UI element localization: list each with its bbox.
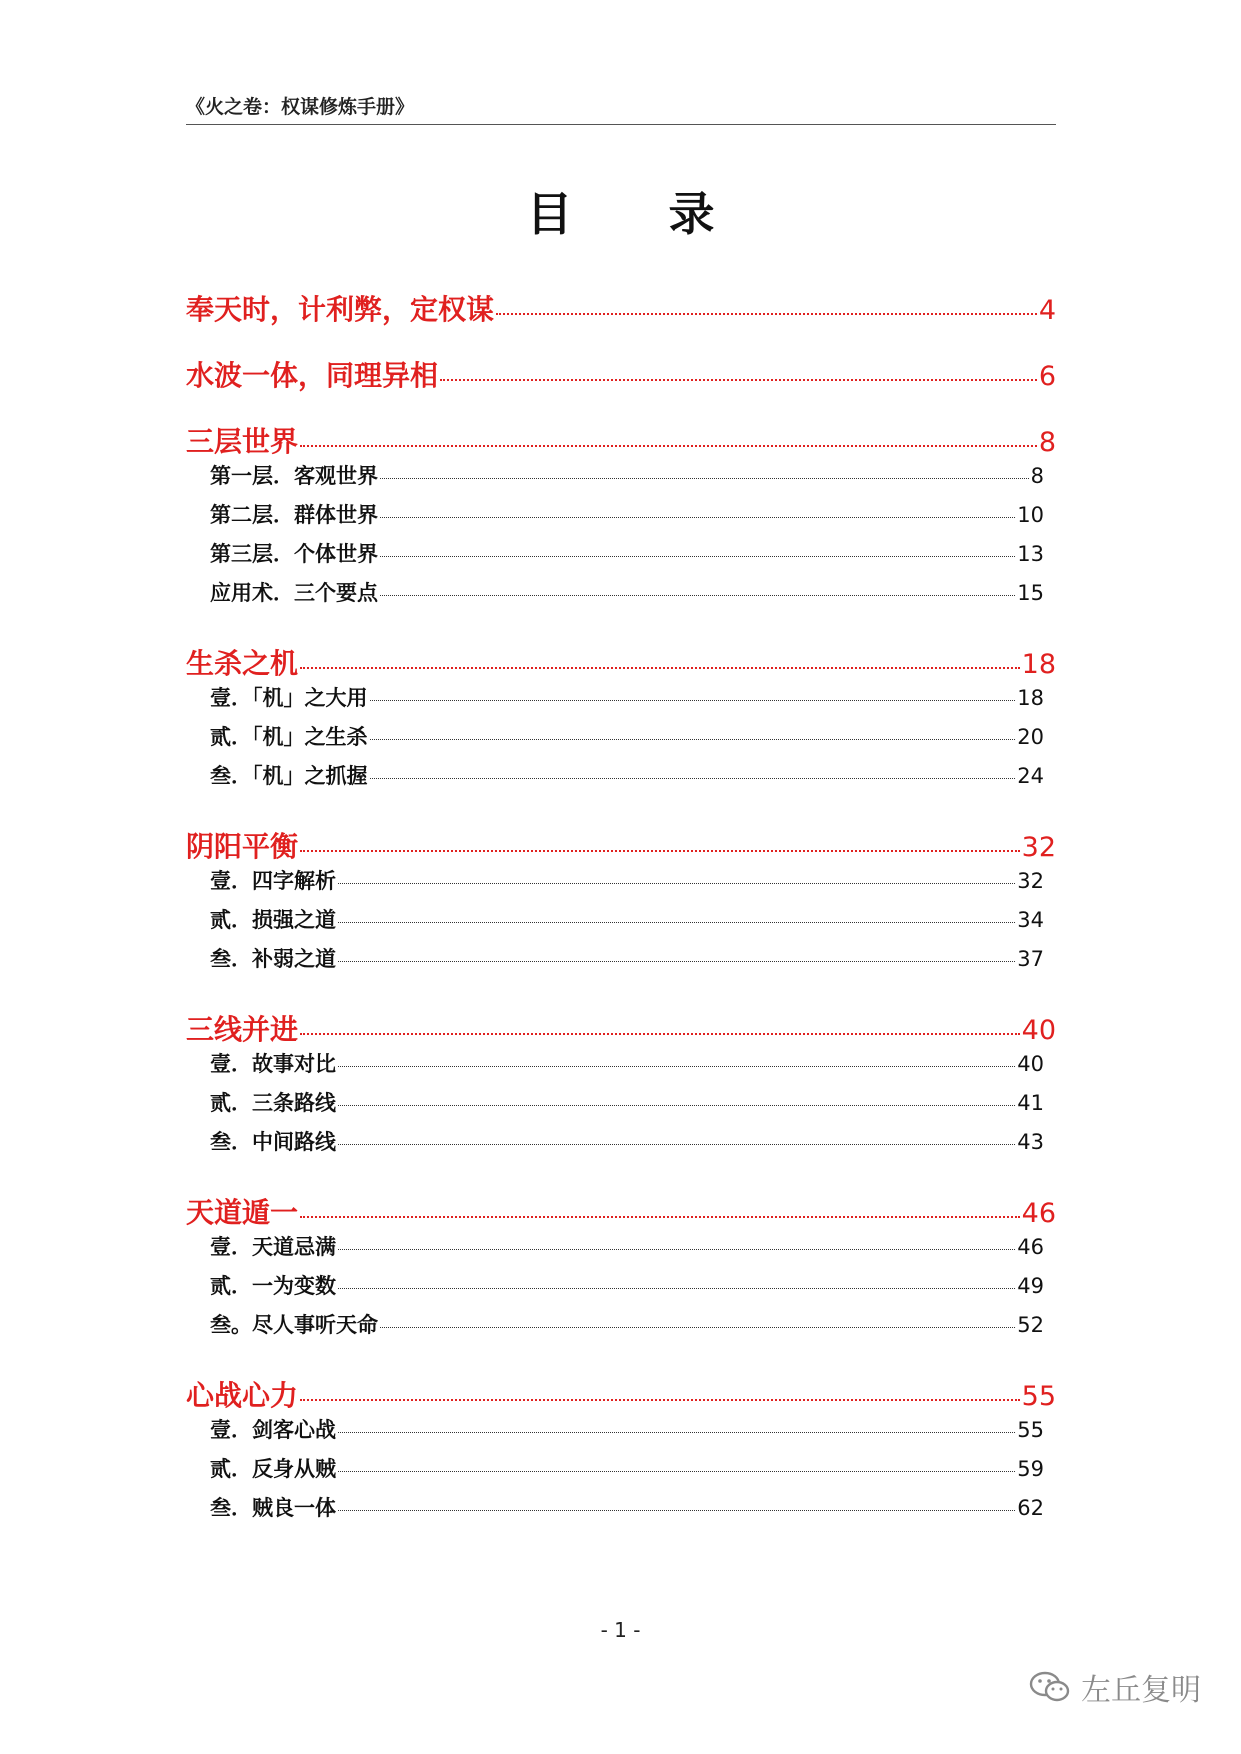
dot-leader [338, 1471, 1015, 1472]
section-title: 第二层．群体世界 [210, 503, 378, 527]
dot-leader [380, 478, 1029, 479]
section-title: 贰．三条路线 [210, 1091, 336, 1115]
toc-section-entry[interactable] [186, 760, 1056, 799]
toc-section-entry[interactable] [186, 1270, 1056, 1309]
toc-section-entry[interactable] [186, 1453, 1056, 1492]
page-ref: 55 [1017, 1418, 1044, 1442]
dot-leader [338, 1144, 1015, 1145]
dot-leader [380, 1327, 1015, 1328]
page-ref: 32 [1021, 832, 1056, 863]
toc-chapter-entry[interactable] [186, 420, 1056, 460]
section-title: 壹．故事对比 [210, 1052, 336, 1076]
watermark-text: 左丘复明 [1081, 1673, 1201, 1708]
chapter-title: 心战心力 [186, 1379, 299, 1412]
toc-section-entry[interactable] [186, 577, 1056, 616]
section-title: 壹．天道忌满 [210, 1235, 336, 1259]
page-number: - 1 - [600, 1618, 641, 1642]
dot-leader [338, 1510, 1015, 1511]
toc-section-entry[interactable] [186, 1309, 1056, 1348]
section-title: 叁．贼良一体 [210, 1496, 336, 1520]
page-ref: 20 [1017, 725, 1044, 749]
page-ref: 32 [1017, 869, 1044, 893]
section-title: 壹．四字解析 [210, 869, 336, 893]
dot-leader [338, 961, 1015, 962]
chapter-title: 三层世界 [186, 425, 299, 458]
dot-leader [300, 667, 1020, 669]
table-of-contents [186, 288, 1056, 1531]
chapter-title: 三线并进 [186, 1013, 299, 1046]
page-ref: 37 [1017, 947, 1044, 971]
page-ref: 62 [1017, 1496, 1044, 1520]
section-title: 壹．剑客心战 [210, 1418, 336, 1442]
toc-section-entry[interactable] [186, 943, 1056, 982]
toc-section-entry[interactable] [186, 538, 1056, 577]
toc-section-entry[interactable] [186, 1126, 1056, 1165]
dot-leader [496, 313, 1037, 315]
toc-section-entry[interactable] [186, 904, 1056, 943]
toc-chapter-entry[interactable] [186, 642, 1056, 682]
dot-leader [338, 1288, 1015, 1289]
section-title: 第三层．个体世界 [210, 542, 378, 566]
page-ref: 10 [1017, 503, 1044, 527]
page-ref: 13 [1017, 542, 1044, 566]
section-title: 应用术．三个要点 [210, 581, 378, 605]
dot-leader [300, 1216, 1020, 1218]
page-ref: 15 [1017, 581, 1044, 605]
chapter-title: 阴阳平衡 [186, 830, 299, 863]
page-title: 目 录 [526, 187, 755, 241]
toc-section-entry[interactable] [186, 460, 1056, 499]
page-ref: 18 [1021, 649, 1056, 680]
section-title: 叁．「机」之抓握 [210, 764, 368, 788]
page-ref: 46 [1021, 1198, 1056, 1229]
page-ref: 6 [1038, 361, 1056, 392]
section-title: 贰．一为变数 [210, 1274, 336, 1298]
dot-leader [370, 700, 1016, 701]
watermark [1029, 1665, 1201, 1709]
section-title: 壹．「机」之大用 [210, 686, 368, 710]
chapter-title: 水波一体，同理异相 [186, 359, 439, 392]
page-ref: 55 [1021, 1381, 1056, 1412]
page-ref: 8 [1038, 427, 1056, 458]
toc-chapter-entry[interactable] [186, 825, 1056, 865]
dot-leader [300, 445, 1037, 447]
wechat-icon [1029, 1670, 1071, 1704]
dot-leader [338, 1249, 1015, 1250]
toc-section-entry[interactable] [186, 682, 1056, 721]
page-ref: 40 [1017, 1052, 1044, 1076]
page-ref: 24 [1017, 764, 1044, 788]
page-ref: 59 [1017, 1457, 1044, 1481]
section-title: 贰．反身从贼 [210, 1457, 336, 1481]
toc-chapter-entry[interactable] [186, 1374, 1056, 1414]
dot-leader [338, 1105, 1015, 1106]
toc-section-entry[interactable] [186, 499, 1056, 538]
dot-leader [370, 739, 1016, 740]
toc-section-entry[interactable] [186, 721, 1056, 760]
toc-section-entry[interactable] [186, 1231, 1056, 1270]
toc-chapter-entry[interactable] [186, 354, 1056, 394]
page-ref: 4 [1038, 295, 1056, 326]
dot-leader [300, 1033, 1020, 1035]
dot-leader [300, 1399, 1020, 1401]
chapter-title: 奉天时，计利弊，定权谋 [186, 293, 495, 326]
dot-leader [380, 556, 1015, 557]
dot-leader [338, 1066, 1015, 1067]
section-title: 叁．补弱之道 [210, 947, 336, 971]
dot-leader [300, 850, 1020, 852]
toc-section-entry[interactable] [186, 1414, 1056, 1453]
chapter-title: 天道遁一 [186, 1196, 299, 1229]
page-ref: 46 [1017, 1235, 1044, 1259]
page-ref: 41 [1017, 1091, 1044, 1115]
page-ref: 40 [1021, 1015, 1056, 1046]
section-title: 第一层．客观世界 [210, 464, 378, 488]
toc-chapter-entry[interactable] [186, 1008, 1056, 1048]
section-title: 贰．「机」之生杀 [210, 725, 368, 749]
section-title: 叁．中间路线 [210, 1130, 336, 1154]
toc-section-entry[interactable] [186, 1492, 1056, 1531]
dot-leader [338, 922, 1015, 923]
running-header: 《火之卷：权谋修炼手册》 [186, 96, 415, 118]
dot-leader [440, 379, 1037, 381]
dot-leader [380, 595, 1015, 596]
page-ref: 34 [1017, 908, 1044, 932]
toc-section-entry[interactable] [186, 1048, 1056, 1087]
section-title: 叁。尽人事听天命 [210, 1313, 378, 1337]
header-rule [186, 124, 1056, 125]
page-ref: 18 [1017, 686, 1044, 710]
toc-chapter-entry[interactable] [186, 288, 1056, 328]
chapter-title: 生杀之机 [186, 647, 299, 680]
dot-leader [380, 517, 1015, 518]
section-title: 贰．损强之道 [210, 908, 336, 932]
page-ref: 49 [1017, 1274, 1044, 1298]
page-ref: 52 [1017, 1313, 1044, 1337]
page-ref: 8 [1030, 464, 1044, 488]
dot-leader [370, 778, 1016, 779]
dot-leader [338, 1432, 1015, 1433]
page-ref: 43 [1017, 1130, 1044, 1154]
toc-section-entry[interactable] [186, 1087, 1056, 1126]
toc-section-entry[interactable] [186, 865, 1056, 904]
toc-chapter-entry[interactable] [186, 1191, 1056, 1231]
dot-leader [338, 883, 1015, 884]
